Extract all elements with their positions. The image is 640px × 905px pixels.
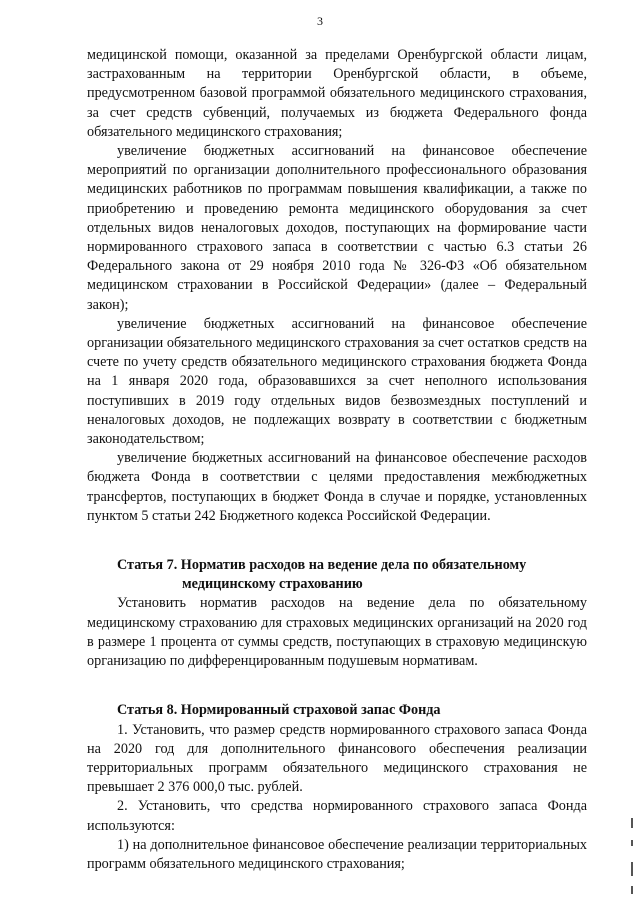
scan-artifact-marks	[631, 818, 634, 898]
article-7-heading-line1: Статья 7. Норматив расходов на ведение дела по обязательному	[117, 557, 527, 574]
article-8-heading: Статья 8. Нормированный страховой запас Фонда	[117, 702, 441, 719]
page-number: 3	[317, 14, 323, 28]
article-8-paragraph: 1) на дополнительное финансовое обеспечение реализации территориальных программ обязательного медицинского страхования;	[87, 836, 587, 872]
article-7-heading-line2: медицинскому страхованию	[182, 576, 363, 593]
paragraph-continuation: медицинской помощи, оказанной за пределами Оренбургской области лицам, застрахованным на территории Оренбургской области, в объеме, предусмотренном базовой программой обязательного медицинского страхования, за счет средств субвенций, получаемых из бюджета Федерального фонда обязательного медицинского страхования;	[87, 47, 587, 140]
article-8-paragraph: 2. Установить, что средства нормированного страхового запаса Фонда используются:	[87, 798, 587, 834]
article-8-paragraph: 1. Установить, что размер средств нормированного страхового запаса Фонда на 2020 год для дополнительного финансового обеспечения реализации территориальных программ обязательного медицинского страхования не превышает 2 376 000,0 тыс. рублей.	[87, 721, 587, 796]
paragraph: увеличение бюджетных ассигнований на финансовое обеспечение расходов бюджета Фонда в соответствии с целями предоставления межбюджетных трансфертов, поступающих в бюджет Фонда в случае и порядке, установленных пунктом 5 статьи 242 Бюджетного кодекса Российской Федерации.	[87, 450, 587, 524]
document-body	[87, 46, 587, 874]
article-7-heading	[87, 556, 587, 594]
paragraph: увеличение бюджетных ассигнований на финансовое обеспечение мероприятий по организации дополнительного профессионального образования медицинских работников по программам повышения квалификации, а также по приобретению и проведению ремонта медицинского оборудования за счет отдельных видов неналоговых доходов, поступающих на формирование части нормированного страхового запаса в соответствии с частью 6.3 статьи 26 Федерального закона от 29 ноября 2010 года № 326-ФЗ «Об обязательном медицинском страховании в Российской Федерации» (далее – Федеральный закон);	[87, 143, 587, 313]
paragraph: увеличение бюджетных ассигнований на финансовое обеспечение организации обязательного медицинского страхования за счет остатков средств на счете по учету средств обязательного медицинского страхования бюджета Фонда на 1 января 2020 года, образовавшихся за счет неполного использования поступивших в 2019 году отдельных видов безвозмездных поступлений и неналоговых доходов, не подлежащих возврату в соответствии с бюджетным законодательством;	[87, 315, 587, 448]
article-7-paragraph: Установить норматив расходов на ведение дела по обязательному медицинскому страхованию для страховых медицинских организаций на 2020 год в размере 1 процента от суммы средств, поступающих в страховую медицинскую организацию по дифференцированным подушевым нормативам.	[87, 595, 587, 670]
